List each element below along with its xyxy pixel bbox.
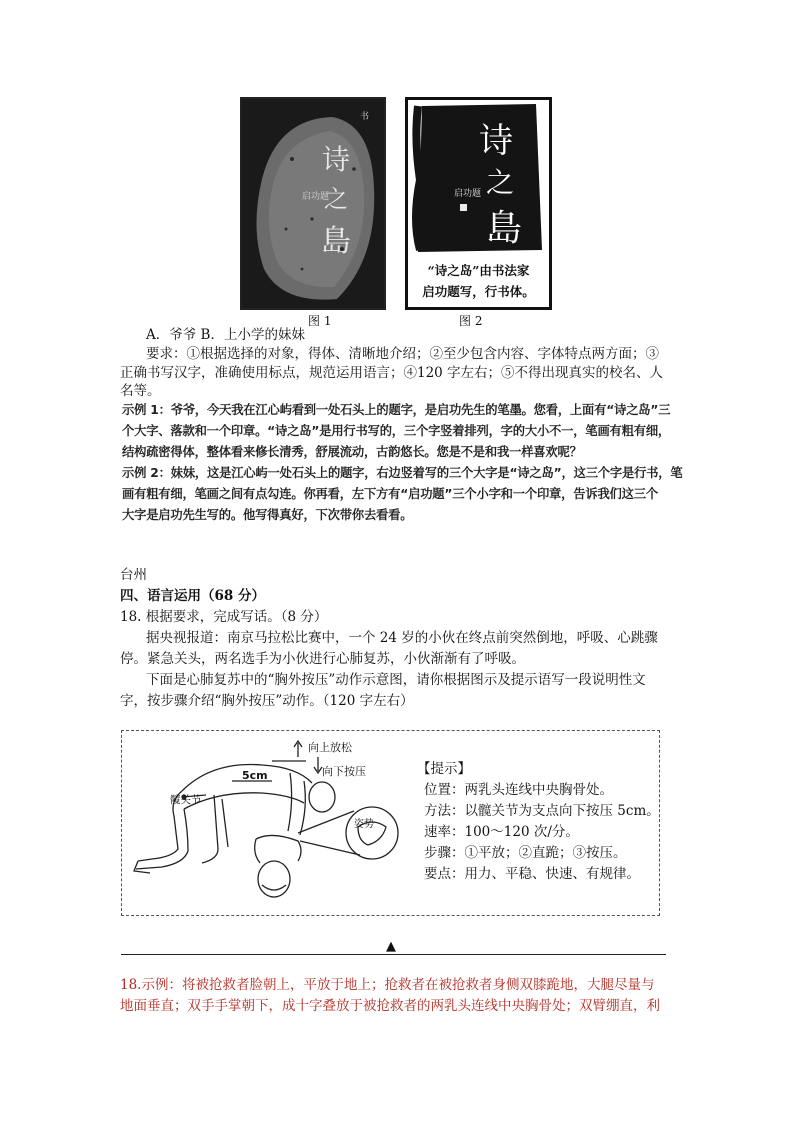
calligraphy-char-3: 島 [485,208,523,249]
seal-stamp [460,204,467,211]
example-line-6: 大字是启功先生写的。他写得真好，下次带你去看看。 [122,508,413,522]
example-answers-scan [122,400,683,522]
cpr-diagram-box [121,730,660,916]
label-hip-joint: 髋关节 [170,794,202,806]
cpr-illustration [122,731,412,915]
example-line-4: 示例 2：妹妹，这是江心屿一处石头上的题字，右边竖着写的三个大字是“诗之岛”，这三个字是行书，笔 [122,466,683,480]
tip-steps: 步骤：①平放；②直跪；③按压。 [424,845,627,861]
tip-key-points: 要点：用力、平稳、快速、有规律。 [424,866,640,882]
figure-2-caption: 图 2 [459,314,483,328]
requirements-line-1: 要求：①根据选择的对象，得体、清晰地介绍；②至少包含内容、字体特点两方面；③ [146,346,659,362]
question-para1-line2: 停。紧急关头，两名选手为小伙进行心肺复苏，小伙渐渐有了呼吸。 [120,651,525,667]
label-press-down: 向下按压 [322,765,366,778]
stone-corner-mark: 书 [360,112,370,122]
figure-2-note [408,260,549,302]
stone-signature: 启功题 [302,192,330,202]
divider-triangle-marker: ▲ [386,939,396,954]
example-line-2: 个大字、落款和一个印章。“诗之岛”是用行书写的，三个字竖着排列，字的大小不一，笔画有粗有细， [122,424,671,438]
tip-rate: 速率：100～120 次/分。 [424,824,579,840]
tip-method: 方法：以髋关节为支点向下按压 5cm。 [424,803,660,819]
stone-char-2: 之 [324,185,348,213]
figure-1-caption: 图 1 [308,314,332,328]
figure-2-note-line2: 启功题写，行书体。 [422,284,535,299]
requirements-line-3: 名等。 [120,383,161,399]
calligraphy-char-1: 诗 [479,121,513,161]
label-posture: 姿势 [354,819,374,830]
question-para1-line1: 据央视报道：南京马拉松比赛中，一个 24 岁的小伙在终点前突然倒地，呼吸、心跳骤 [146,630,658,646]
calligraphy-char-2: 之 [485,166,515,199]
example-line-5: 画有粗有细，笔画之间有点勾连。你再看，左下方有“启功题”三个小字和一个印章，告诉我们这三个 [122,487,658,501]
region-label: 台州 [120,567,147,583]
stone-engraving-image [242,99,384,308]
label-up-relax: 向上放松 [308,741,352,754]
requirements-line-2: 正确书写汉字，准确使用标点，规范运用语言；④120 字左右；⑤不得出现真实的校名、人 [120,365,664,381]
example-line-1: 示例 1：爷爷，今天我在江心屿看到一处石头上的题字，是启功先生的笔墨。您看，上面有“诗之岛”三 [122,403,671,417]
answer-line-2: 地面垂直；双手手掌朝下，成十字叠放于被抢救者的两乳头连线中央胸骨处；双臂绷直，利 [120,998,660,1014]
question-para2-line1: 下面是心肺复苏中的“胸外按压”动作示意图，请你根据图示及提示语写一段说明性文 [146,672,646,688]
figure-2-calligraphy [405,97,552,310]
answer-line-1: 18.示例：将被抢救者脸朝上，平放于地上；抢救者在被抢救者身侧双膝跪地，大腿尽量与 [120,977,655,993]
label-5cm: 5cm [242,769,268,782]
example-line-3: 结构疏密得体，整体看来修长清秀，舒展流动，古韵悠长。您是不是和我一样喜欢呢？ [122,445,582,459]
section-title: 四、语言运用（68 分） [120,588,265,604]
question-para2-line2: 字，按步骤介绍“胸外按压”动作。（120 字左右） [120,693,414,709]
figure-2-note-line1: “诗之岛”由书法家 [427,263,530,278]
stone-char-3: 島 [321,224,351,259]
answer-options: A．爷爷 B．上小学的妹妹 [146,327,305,343]
calligraphy-signature: 启功题 [454,189,482,199]
question-18-header: 18. 根据要求，完成写话。（8 分） [120,609,328,625]
answer-divider [121,954,666,955]
tip-position: 位置：两乳头连线中央胸骨处。 [424,782,613,798]
tips-title: 【提示】 [417,761,471,777]
figure-1-stone-photo [240,97,386,310]
stone-char-1: 诗 [321,143,351,176]
